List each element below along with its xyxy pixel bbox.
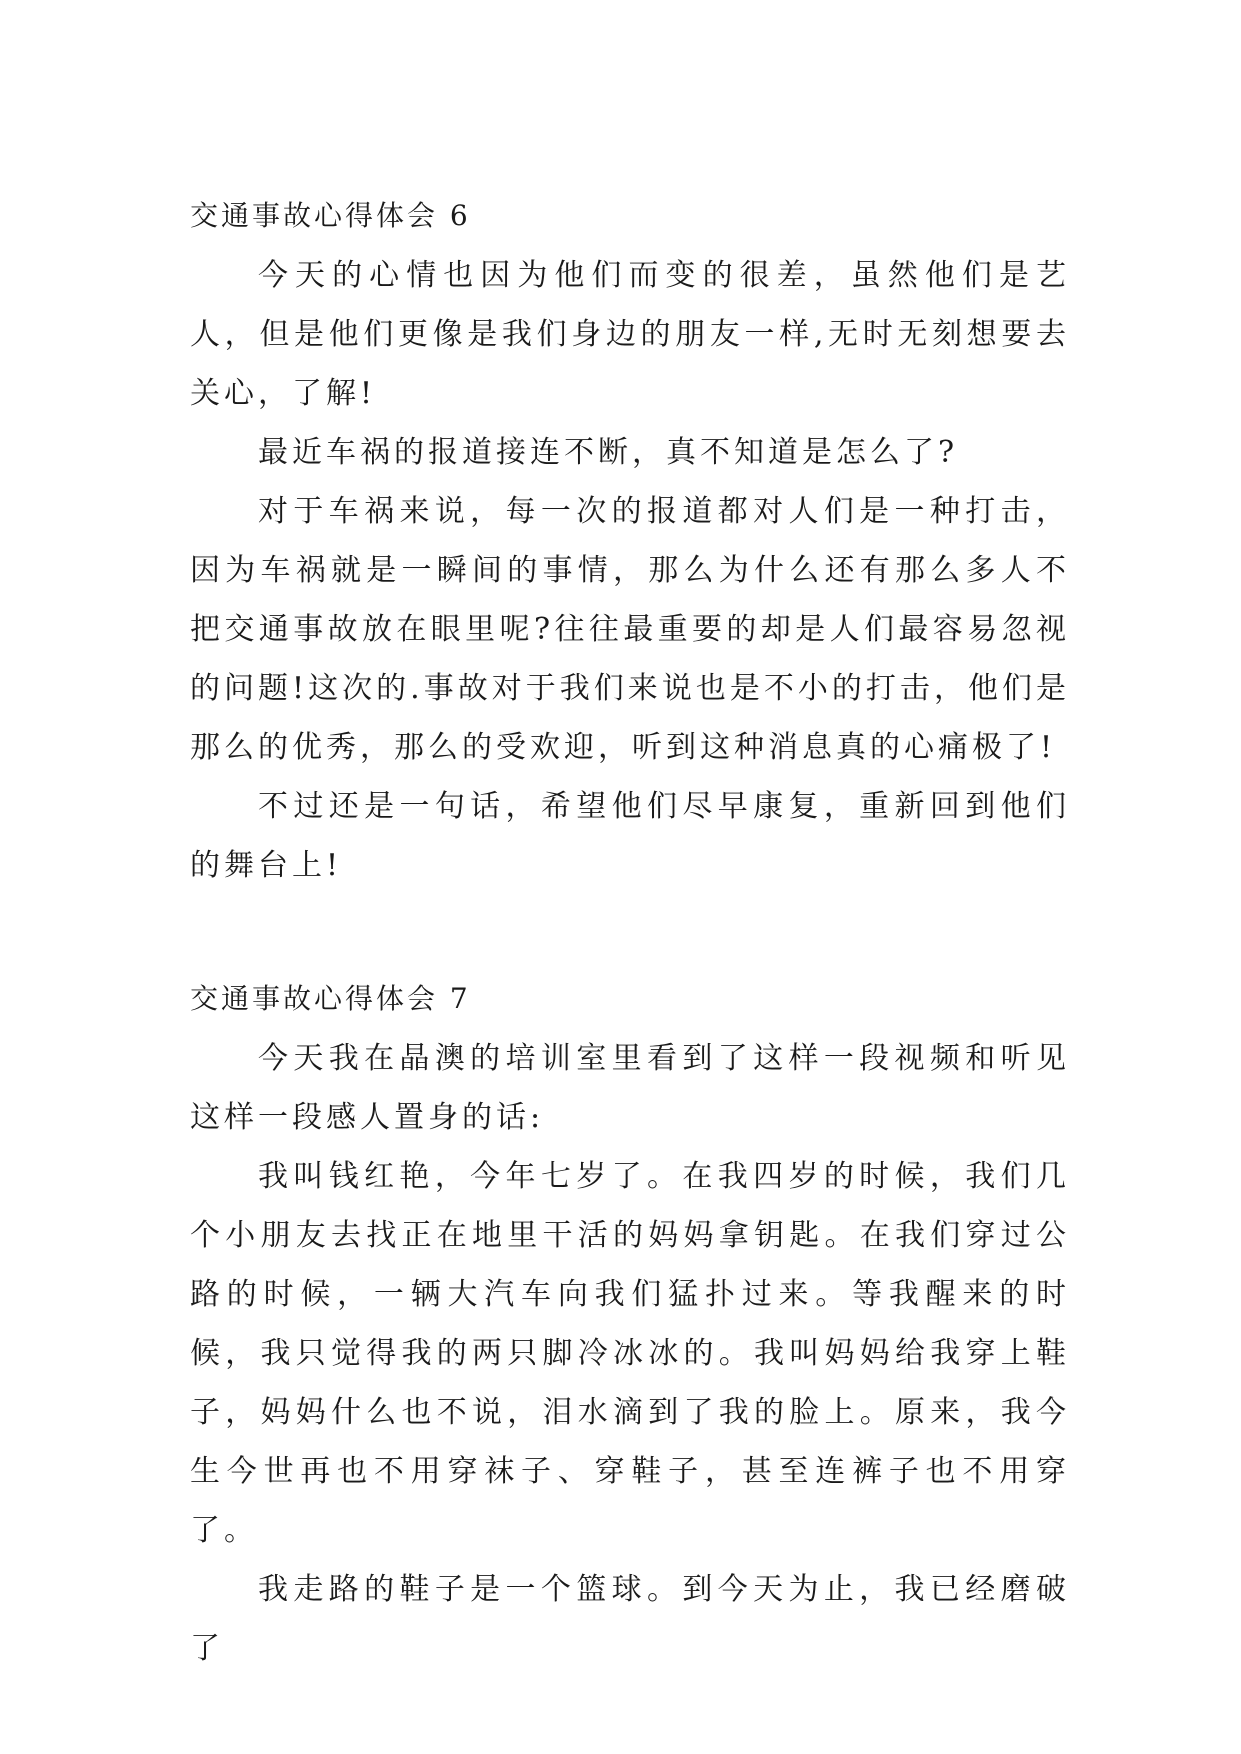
essay-section-6 [190, 196, 1070, 895]
paragraph: 我走路的鞋子是一个篮球。到今天为止，我已经磨破了 [190, 1572, 1070, 1666]
paragraph: 不过还是一句话，希望他们尽早康复，重新回到他们的舞台上! [190, 789, 1070, 883]
paragraph: 最近车祸的报道接连不断，真不知道是怎么了? [258, 435, 959, 470]
paragraph: 今天的心情也因为他们而变的很差，虽然他们是艺人，但是他们更像是我们身边的朋友一样,无时无刻想要去关心，了解! [190, 258, 1070, 411]
paragraph: 今天我在晶澳的培训室里看到了这样一段视频和听见这样一段感人置身的话: [190, 1041, 1070, 1135]
section-title: 交通事故心得体会 7 [190, 982, 471, 1015]
essay-section-7 [190, 979, 1070, 1678]
section-title: 交通事故心得体会 6 [190, 199, 471, 232]
paragraph: 对于车祸来说，每一次的报道都对人们是一种打击，因为车祸就是一瞬间的事情，那么为什么还有那么多人不把交通事故放在眼里呢?往往最重要的却是人们最容易忽视的问题!这次的.事故对于我们来说也是不小的打击，他们是那么的优秀，那么的受欢迎，听到这种消息真的心痛极了! [190, 494, 1070, 765]
paragraph: 我叫钱红艳，今年七岁了。在我四岁的时候，我们几个小朋友去找正在地里干活的妈妈拿钥匙。在我们穿过公路的时候，一辆大汽车向我们猛扑过来。等我醒来的时候，我只觉得我的两只脚冷冰冰的。我叫妈妈给我穿上鞋子，妈妈什么也不说，泪水滴到了我的脸上。原来，我今生今世再也不用穿袜子、穿鞋子，甚至连裤子也不用穿了。 [190, 1159, 1070, 1548]
